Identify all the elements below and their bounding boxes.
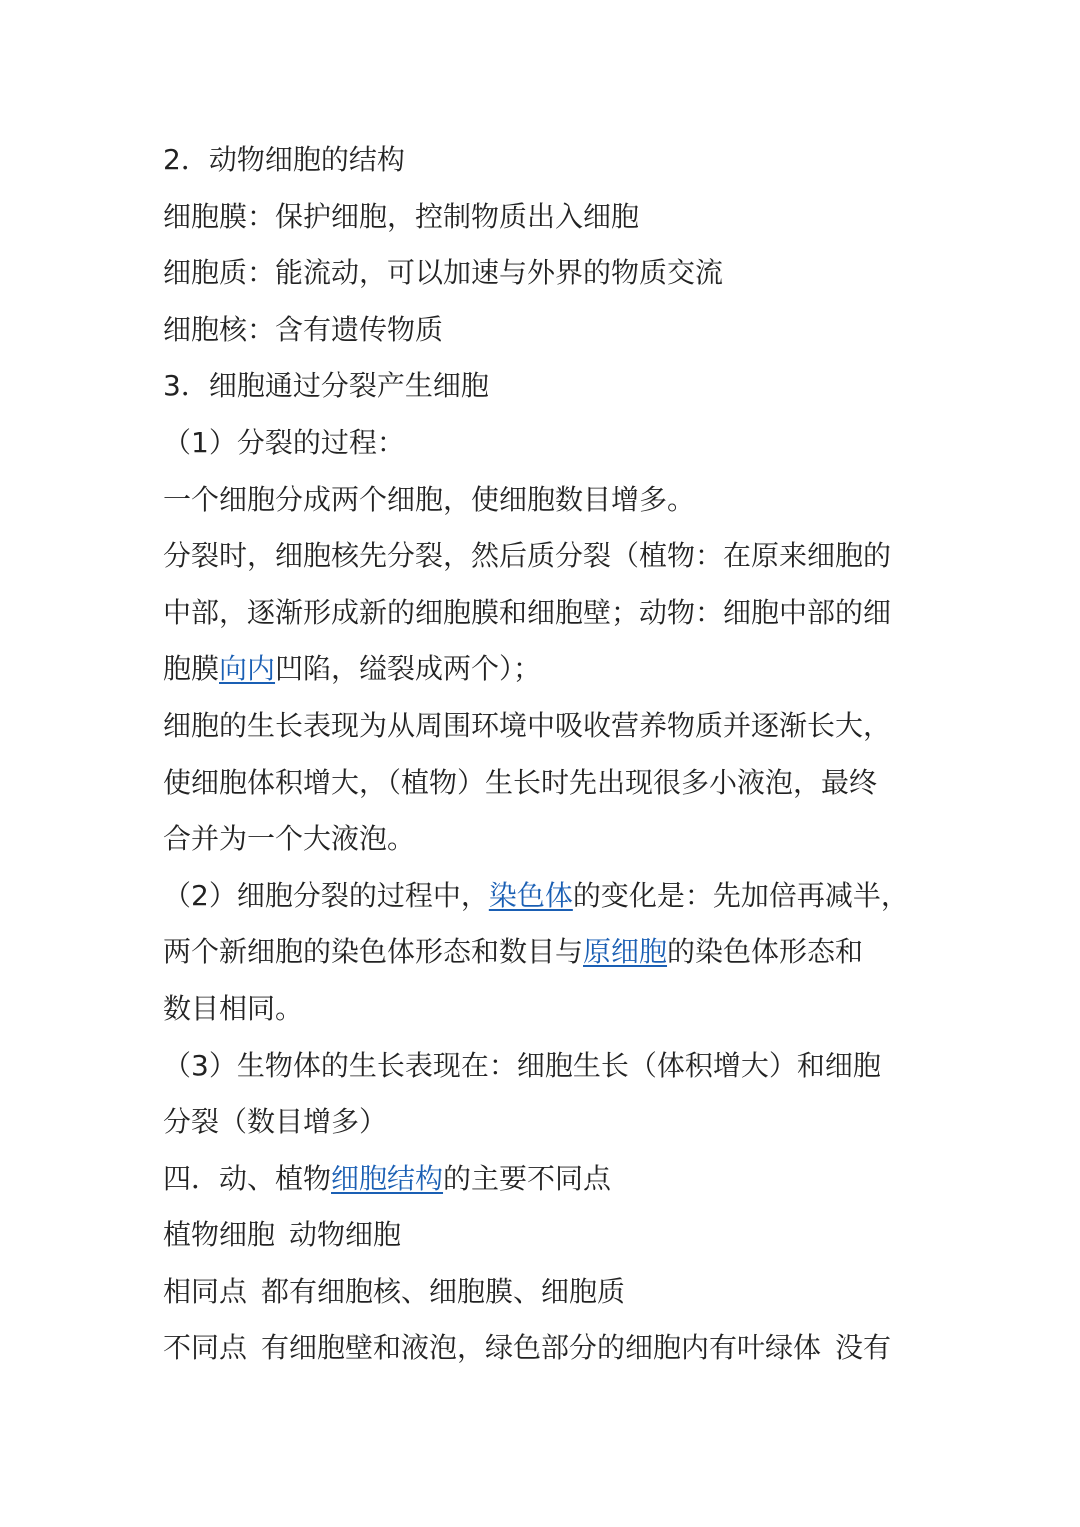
text-chromosome-2 <box>163 924 923 981</box>
text-division-detail-3 <box>163 641 923 698</box>
row-label: 相同点 <box>163 1274 248 1308</box>
row-label: 不同点 <box>163 1331 248 1365</box>
heading-animal-cell-structure: 2．动物细胞的结构 <box>163 143 405 176</box>
text-cytoplasm: 细胞质：能流动，可以加速与外界的物质交流 <box>163 256 724 290</box>
link-chromosome[interactable]: 染色体 <box>488 878 573 912</box>
row-value-animal: 没有 <box>835 1331 892 1365</box>
text-organism-growth-2: 分裂（数目增多） <box>163 1105 388 1139</box>
text-nucleus: 细胞核：含有遗传物质 <box>163 312 444 346</box>
col-animal-cell: 动物细胞 <box>289 1218 402 1252</box>
text-division-detail-1: 分裂时，细胞核先分裂，然后质分裂（植物：在原来细胞的 <box>163 539 892 573</box>
text-division-detail-2: 中部，逐渐形成新的细胞膜和细胞壁；动物：细胞中部的细 <box>163 595 892 629</box>
text-segment: 两个新细胞的染色体形态和数目与 <box>163 935 584 969</box>
link-inward[interactable]: 向内 <box>219 652 276 686</box>
link-cell-structure[interactable]: 细胞结构 <box>331 1161 444 1195</box>
text-segment: 四．动、植物 <box>163 1161 332 1195</box>
text-chromosome-1 <box>163 868 923 925</box>
link-original-cell[interactable]: 原细胞 <box>583 935 668 969</box>
text-division-summary: 一个细胞分成两个细胞，使细胞数目增多。 <box>163 482 696 516</box>
text-growth-2: 使细胞体积增大，（植物）生长时先出现很多小液泡，最终 <box>163 765 878 799</box>
heading-cell-division: 3．细胞通过分裂产生细胞 <box>163 369 489 403</box>
text-chromosome-3: 数目相同。 <box>163 991 304 1025</box>
text-segment: 胞膜 <box>163 652 220 686</box>
row-value: 都有细胞核、细胞膜、细胞质 <box>261 1274 626 1308</box>
text-segment: （2）细胞分裂的过程中， <box>163 878 489 912</box>
subheading-division-process: （1）分裂的过程： <box>163 425 405 459</box>
text-growth-1: 细胞的生长表现为从周围环境中吸收营养物质并逐渐长大， <box>163 708 892 742</box>
row-value-plant: 有细胞壁和液泡，绿色部分的细胞内有叶绿体 <box>261 1331 822 1365</box>
document-body <box>163 132 923 1377</box>
text-segment: 的染色体形态和 <box>667 935 864 969</box>
table-row-similarities <box>163 1264 923 1321</box>
table-row-differences <box>163 1320 923 1377</box>
text-segment: 的变化是：先加倍再减半， <box>572 878 909 912</box>
text-growth-3: 合并为一个大液泡。 <box>163 822 416 856</box>
text-segment: 凹陷，缢裂成两个）； <box>275 652 542 686</box>
heading-differences <box>163 1151 923 1208</box>
text-segment: 的主要不同点 <box>443 1161 612 1195</box>
table-header-row <box>163 1207 923 1264</box>
col-plant-cell: 植物细胞 <box>163 1218 276 1252</box>
text-organism-growth-1: （3）生物体的生长表现在：细胞生长（体积增大）和细胞 <box>163 1048 881 1082</box>
text-cell-membrane: 细胞膜：保护细胞，控制物质出入细胞 <box>163 199 640 233</box>
